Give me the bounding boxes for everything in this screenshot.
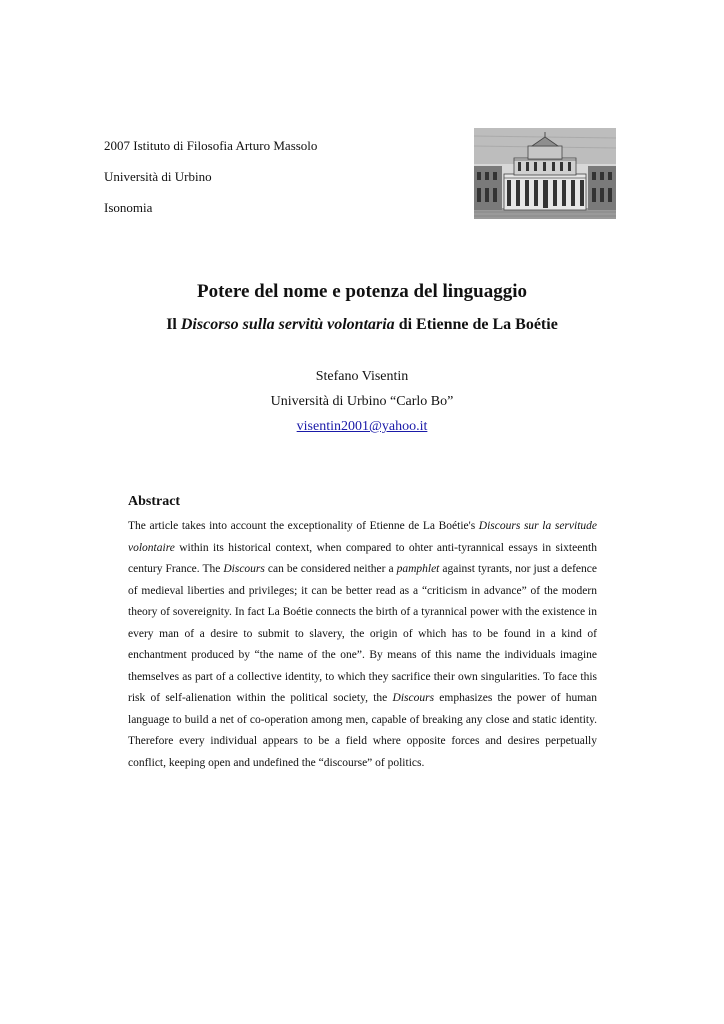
abstract-body: [128, 516, 597, 774]
abstract-heading: Abstract: [128, 494, 181, 509]
abstract-text-1: The article takes into account the exceptionality of Etienne de La Boétie's: [128, 520, 479, 532]
abstract-italic-2: Discours: [223, 563, 265, 575]
author-name: Stefano Visentin: [315, 369, 409, 384]
subtitle-prefix: Il: [166, 316, 181, 333]
abstract-italic-1: Discours sur la servitude volontaire: [128, 520, 597, 554]
paper-title: Potere del nome e potenza del linguaggio: [196, 281, 527, 302]
subtitle-suffix: di Etienne de La Boétie: [394, 316, 558, 333]
institute-line: 2007 Istituto di Filosofia Arturo Massolo: [104, 138, 318, 153]
journal-line: Isonomia: [104, 200, 153, 215]
paper-subtitle: [0, 315, 724, 335]
author-affiliation: Università di Urbino “Carlo Bo”: [270, 394, 454, 409]
abstract-italic-3: pamphlet: [396, 563, 440, 575]
abstract-text-2: within its historical context, when compared to ohter anti-tyrannical essays in sixteenth century France. The: [128, 541, 597, 575]
university-line: Università di Urbino: [104, 169, 212, 184]
subtitle-work-title: Discorso sulla servitù volontaria: [180, 316, 395, 333]
abstract-text-3: can be considered neither a: [264, 563, 397, 575]
abstract-text-5: emphasizes the power of human language to build a net of co-operation among men, capable of breaking any close and static identity. Therefore every individual appears to be a field where opposite forces and desires perpetually conflict, keeping open and undefined the “discourse” of politics.: [128, 692, 597, 769]
ideal-city-engraving: [474, 128, 616, 219]
author-email-link[interactable]: visentin2001@yahoo.it: [296, 419, 428, 434]
abstract-italic-4: Discours: [392, 692, 435, 704]
abstract-text-4: against tyrants, nor just a defence of medieval liberties and privileges; it can be better read as a “criticism in advance” of the modern theory of sovereignity. In fact La Boétie connects the birth of a tyrannical power with the existence in every man of a desire to submit to slavery, the origin of which has to be found in a kind of enchantment produced by “the name of the one”. By means of this name the individuals imagine themselves as part of a collective identity, to which they sacrifice their own singularities. To face this risk of self-alienation within the political society, the: [128, 563, 597, 704]
